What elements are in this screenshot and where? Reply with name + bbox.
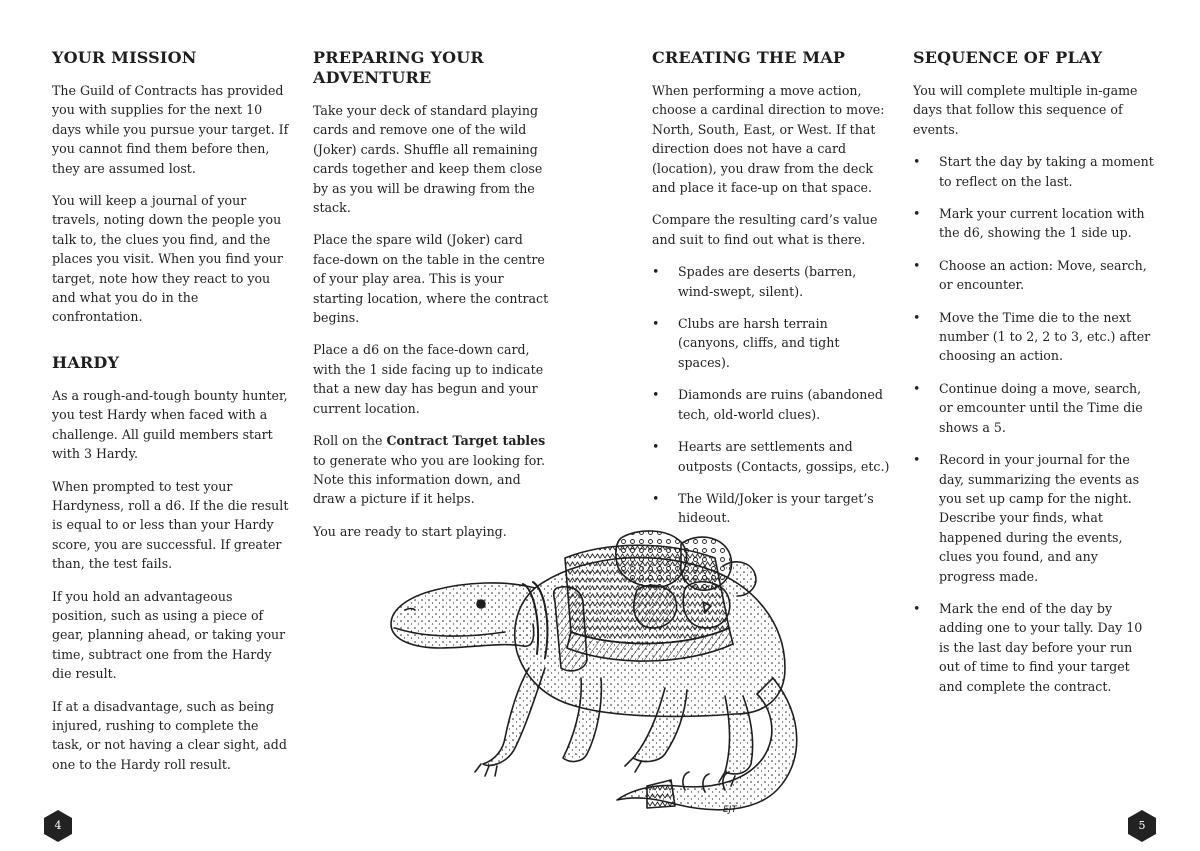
suit-list [652,262,892,527]
sequence-list [913,152,1155,696]
bullet-icon: • [913,154,921,170]
list-item [652,314,892,372]
page-number-left [43,810,73,842]
paragraph: The Guild of Contracts has provided you with supplies for the next 10 days while you pursue your target. If you cannot find them before then, they are assumed lost. [52,83,289,176]
section-title-your-mission: YOUR MISSION [52,48,197,67]
bullet-icon: • [652,316,660,332]
paragraph: Place a d6 on the face-down card, with the 1 side facing up to indicate that a new day has begun and your current location. [313,342,544,416]
page-number-text: 5 [1138,819,1146,832]
bullet-icon: • [913,600,921,616]
paragraph: If at a disadvantage, such as being injured, rushing to complete the task, or not having a clear sight, add one to the Hardy roll result. [52,698,287,772]
artist-signature: EJT [723,805,737,815]
lizard-beast-icon [385,528,815,823]
list-item-text: Record in your journal for the day, summarizing the events as you set up camp for the night. Describe your finds, what happened during the events, clues you found, and any progress made. [939,452,1140,584]
text-run: to generate who you are looking for. Note this information down, and draw a picture if it helps. [313,452,545,507]
section-title-sequence-of-play: SEQUENCE OF PLAY [913,48,1103,67]
paragraph: You are ready to start playing. [313,523,507,539]
list-item [913,256,1155,295]
list-item [652,262,892,301]
section-title-hardy: HARDY [52,352,120,372]
paragraph: Place the spare wild (Joker) card face-down on the table in the centre of your play area. This is your starting location, where the contract begins. [313,232,549,326]
list-item-text: Move the Time die to the next number (1 to 2, 2 to 3, etc.) after choosing an action. [939,309,1151,364]
list-item-text: Hearts are settlements and outposts (Contacts, gossips, etc.) [678,439,890,474]
bullet-icon: • [913,257,921,273]
list-item [652,437,892,476]
list-item-text: Spades are deserts (barren, wind-swept, silent). [678,264,857,299]
list-item [913,450,1155,586]
bullet-icon: • [652,439,660,455]
section-title-preparing-your-adventure: PREPARING YOUR ADVENTURE [313,48,484,87]
paragraph: When prompted to test your Hardyness, roll a d6. If the die result is equal to or less than your Hardy score, you are successful. If greater than, the test fails. [52,478,289,572]
list-item [913,152,1155,191]
text-run: Roll on the [313,433,387,449]
list-item-text: Continue doing a move, search, or emcounter until the Time die shows a 5. [939,380,1143,435]
list-item [913,204,1155,243]
bullet-icon: • [913,452,921,468]
column-mission-hardy [52,48,290,787]
paragraph: When performing a move action, choose a cardinal direction to move: North, South, East, or West. If that direction does not have a card (location), you draw from the deck and place it face-up on that space. [652,83,885,196]
bullet-icon: • [913,309,921,325]
bullet-icon: • [652,387,660,403]
paragraph: As a rough-and-tough bounty hunter, you test Hardy when faced with a challenge. All guild members start with 3 Hardy. [52,387,288,462]
list-item [652,489,892,528]
paragraph: Compare the resulting card’s value and suit to find out what is there. [652,212,878,247]
list-item-text: Mark your current location with the d6, showing the 1 side up. [939,206,1145,241]
paragraph [313,431,553,509]
bullet-icon: • [913,206,921,222]
page-number-right [1127,810,1157,842]
list-item-text: Diamonds are ruins (abandoned tech, old-world clues). [678,387,883,422]
page-number-text: 4 [54,819,62,832]
list-item [913,599,1155,696]
list-item [652,385,892,424]
section-title-creating-the-map: CREATING THE MAP [652,48,846,67]
list-item [913,308,1155,366]
paragraph: Take your deck of standard playing cards and remove one of the wild (Joker) cards. Shuffle all remaining cards together and keep them close by as you will be drawing from the stack. [313,103,543,216]
column-creating-map [652,48,892,541]
list-item-text: Start the day by taking a moment to reflect on the last. [939,154,1154,189]
column-sequence-of-play [913,48,1155,709]
list-item-text: Clubs are harsh terrain (canyons, cliffs, and tight spaces). [678,316,840,370]
paragraph: You will keep a journal of your travels, noting down the people you talk to, the clues you find, and the places you visit. When you find your target, note how they react to you and what you do in the confrontation. [52,193,283,325]
contract-target-tables-reference: Contract Target tables [386,433,546,449]
bullet-icon: • [652,264,660,280]
list-item-text: Mark the end of the day by adding one to your tally. Day 10 is the last day before your run out of time to find your target and complete the contract. [939,600,1143,694]
bullet-icon: • [913,380,921,396]
paragraph: If you hold an advantageous position, such as using a piece of gear, planning ahead, or taking your time, subtract one from the Hardy die result. [52,588,286,682]
list-item-text: The Wild/Joker is your target’s hideout. [678,490,874,526]
column-preparing [313,48,553,554]
bullet-icon: • [652,490,660,506]
list-item-text: Choose an action: Move, search, or encounter. [939,257,1147,293]
paragraph: You will complete multiple in-game days that follow this sequence of events. [913,83,1138,137]
list-item [913,379,1155,437]
